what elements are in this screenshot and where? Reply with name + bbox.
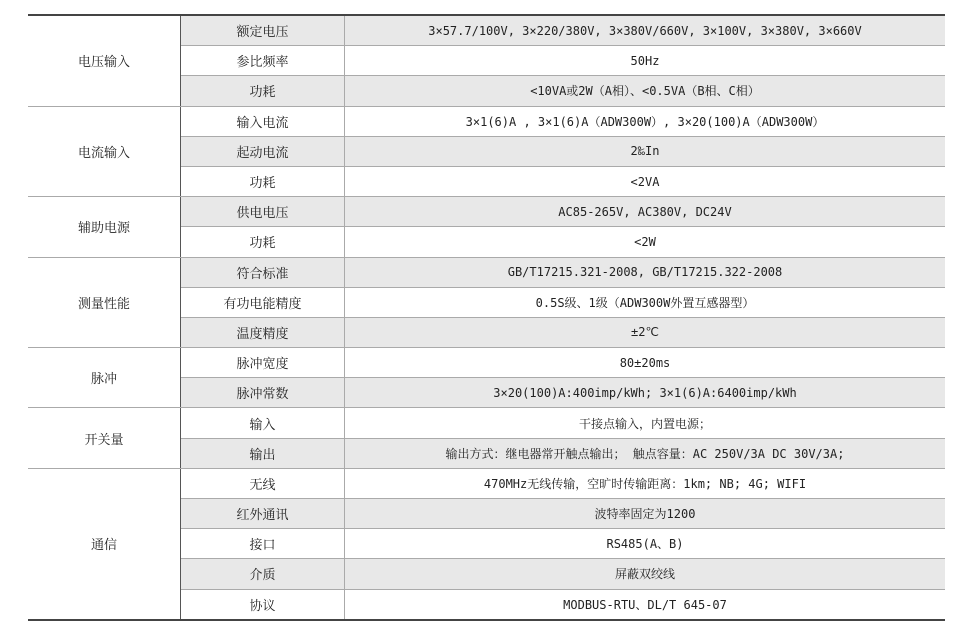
spec-key: 起动电流 (181, 136, 345, 166)
spec-key: 介质 (181, 559, 345, 589)
spec-key: 输入电流 (181, 106, 345, 136)
group-label: 通信 (28, 468, 181, 619)
group-label: 脉冲 (28, 348, 181, 408)
spec-value: 3×57.7/100V, 3×220/380V, 3×380V/660V, 3×100V, 3×380V, 3×660V (345, 15, 946, 46)
spec-key: 输入 (181, 408, 345, 438)
spec-value: <2VA (345, 166, 946, 196)
spec-table (28, 14, 945, 621)
spec-key: 脉冲宽度 (181, 348, 345, 378)
spec-key: 协议 (181, 589, 345, 620)
spec-key: 脉冲常数 (181, 378, 345, 408)
spec-value: RS485(A、B) (345, 529, 946, 559)
spec-key: 输出 (181, 438, 345, 468)
spec-key: 额定电压 (181, 15, 345, 46)
spec-value: MODBUS-RTU、DL/T 645-07 (345, 589, 946, 620)
spec-key: 功耗 (181, 166, 345, 196)
spec-key: 参比频率 (181, 46, 345, 76)
spec-value: 屏蔽双绞线 (345, 559, 946, 589)
spec-key: 符合标准 (181, 257, 345, 287)
spec-key: 无线 (181, 468, 345, 498)
spec-value: GB/T17215.321-2008, GB/T17215.322-2008 (345, 257, 946, 287)
spec-row (28, 106, 945, 136)
group-label: 辅助电源 (28, 197, 181, 257)
spec-value: <2W (345, 227, 946, 257)
spec-value: 80±20ms (345, 348, 946, 378)
spec-key: 供电电压 (181, 197, 345, 227)
spec-value: 2‰In (345, 136, 946, 166)
spec-value: 50Hz (345, 46, 946, 76)
spec-value: 波特率固定为1200 (345, 499, 946, 529)
group-label: 测量性能 (28, 257, 181, 348)
spec-value: <10VA或2W（A相）、<0.5VA（B相、C相） (345, 76, 946, 106)
spec-row (28, 197, 945, 227)
spec-row (28, 468, 945, 498)
spec-value: AC85-265V, AC380V, DC24V (345, 197, 946, 227)
spec-key: 温度精度 (181, 317, 345, 347)
spec-value: 干接点输入，内置电源； (345, 408, 946, 438)
spec-value: ±2℃ (345, 317, 946, 347)
spec-value: 输出方式：继电器常开触点输出； 触点容量：AC 250V/3A DC 30V/3A; (345, 438, 946, 468)
spec-key: 功耗 (181, 227, 345, 257)
spec-row (28, 348, 945, 378)
spec-row (28, 408, 945, 438)
spec-row (28, 257, 945, 287)
group-label: 开关量 (28, 408, 181, 468)
group-label: 电压输入 (28, 15, 181, 106)
spec-value: 3×20(100)A:400imp/kWh; 3×1(6)A:6400imp/kWh (345, 378, 946, 408)
spec-value: 3×1(6)A , 3×1(6)A（ADW300W）, 3×20(100)A（ADW300W） (345, 106, 946, 136)
spec-value: 0.5S级、1级（ADW300W外置互感器型） (345, 287, 946, 317)
spec-key: 有功电能精度 (181, 287, 345, 317)
spec-key: 接口 (181, 529, 345, 559)
spec-key: 红外通讯 (181, 499, 345, 529)
spec-key: 功耗 (181, 76, 345, 106)
group-label: 电流输入 (28, 106, 181, 197)
spec-value: 470MHz无线传输，空旷时传输距离：1km; NB; 4G; WIFI (345, 468, 946, 498)
spec-row (28, 15, 945, 46)
